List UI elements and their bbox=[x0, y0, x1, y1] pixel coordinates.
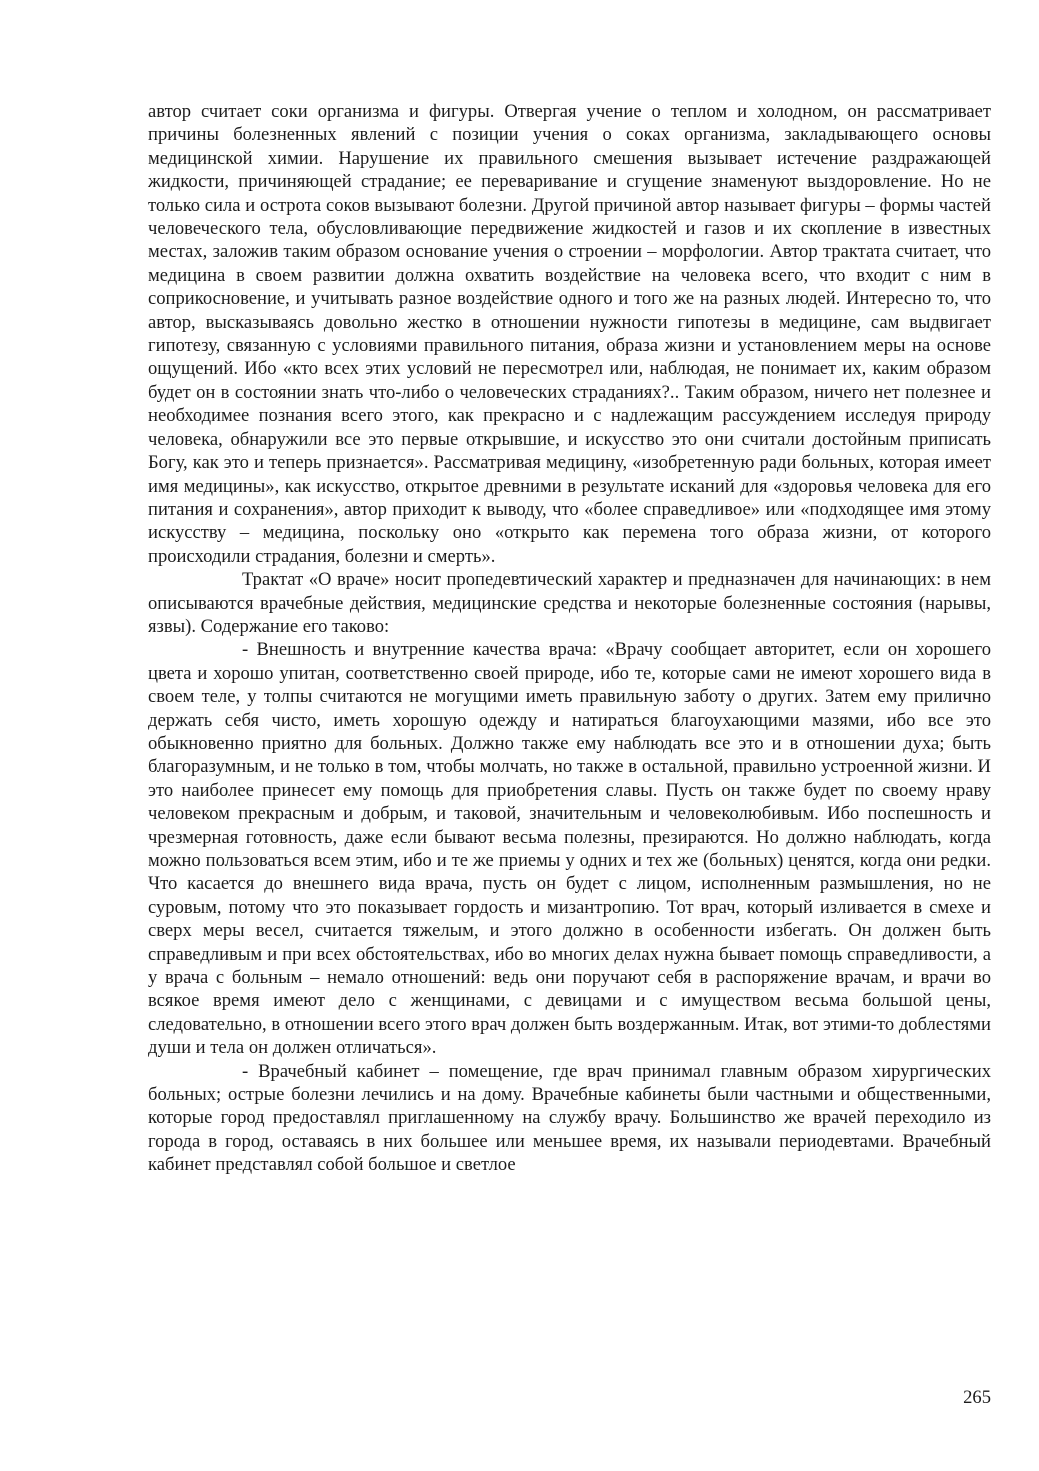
paragraph-humors: автор считает соки организма и фигуры. Отвергая учение о теплом и холодном, он рассматривает причины болезненных явлений с позиции учения о соках организма, закладывающего основы медицинской химии. Нарушение их правильного смешения вызывает истечение раздражающей жидкости, причиняющей страдание; ее переваривание и сгущение знаменуют выздоровление. Но не только сила и острота соков вызывают болезни. Другой причиной автор называет фигуры – формы частей человеческого тела, обусловливающие передвижение жидкостей и газов и их скопление в известных местах, заложив таким образом основание учения о строении – морфологии. Автор трактата считает, что медицина в своем развитии должна охватить воздействие на человека всего, что входит с ним в соприкосновение, и учитывать разное воздействие одного и того же на разных людей. Интересно то, что автор, высказываясь довольно жестко в отношении нужности гипотезы в медицине, сам выдвигает гипотезу, связанную с условиями правильного питания, образа жизни и установлением меры на основе ощущений. Ибо «кто всех этих условий не пересмотрел или, наблюдая, не понимает их, каким образом будет он в состоянии знать что-либо о человеческих страданиях?.. Таким образом, ничего нет полезнее и необходимее познания всего этого, как прекрасно и с надлежащим рассуждением исследуя природу человека, обнаружили все это первые открывшие, и искусство это они считали достойным приписать Богу, как это и теперь признается». Рассматривая медицину, «изобретенную ради больных, которая имеет имя медицины», как искусство, открытое древними в результате исканий для «здоровья человека для его питания и сохранения», автор приходит к выводу, что «более справедливое» или «подходящее имя этому искусству – медицина, поскольку оно «открыто как перемена того образа жизни, от которого происходили страдания, болезни и смерть». bbox=[148, 101, 991, 567]
paragraph-physician-qualities: - Внешность и внутренние качества врача: «Врачу сообщает авторитет, если он хорошего цвета и хорошо упитан, соответственно своей природе, ибо те, которые сами не имеют хорошего вида в своем теле, у толпы считаются не могущими иметь правильную заботу о других. Затем ему прилично держать себя чисто, иметь хорошую одежду и натираться благоухающими мазями, ибо все это обыкновенно приятно для больных. Должно также ему наблюдать все это и в отношении духа; быть благоразумным, и не только в том, чтобы молчать, но также в остальной, правильно устроенной жизни. И это наиболее принесет ему помощь для приобретения славы. Пусть он также будет по своему нраву человеком прекрасным и добрым, и таковой, значительным и человеколюбивым. Ибо поспешность и чрезмерная готовность, даже если бывают весьма полезны, презираются. Но должно наблюдать, когда можно пользоваться всем этим, ибо и те же приемы у одних и тех же (больных) ценятся, когда они редки. Что касается до внешнего вида врача, пусть он будет с лицом, исполненным размышления, но не суровым, потому что это показывает гордость и мизантропию. Тот врач, который изливается в смехе и сверх меры весел, считается тяжелым, и этого должно в особенности избегать. Он должен быть справедливым и при всех обстоятельствах, ибо во многих делах нужна бывает помощь справедливости, а у врача с больным – немало отношений: ведь они поручают себя в распоряжение врачам, и врачи во всякое время имеют дело с женщинами, с девицами и с имуществом весьма большой цены, следовательно, в отношении всего этого врач должен быть воздержанным. Итак, вот этими-то доблестями души и тела он должен отличаться». bbox=[148, 639, 991, 1059]
paragraph-treatise-on-physician: Трактат «О враче» носит пропедевтический характер и предназначен для начинающих: в нем описываются врачебные действия, медицинские средства и некоторые болезненные состояния (нарывы, язвы). Содержание его таково: bbox=[148, 569, 991, 637]
page-body bbox=[148, 100, 991, 1177]
paragraph-physician-office: - Врачебный кабинет – помещение, где врач принимал главным образом хирургических больных; острые болезни лечились и на дому. Врачебные кабинеты были частными и общественными, которые город предоставлял приглашенному на службу врачу. Большинство же врачей переходило из города в город, оставаясь в них большее или меньшее время, их называли периодевтами. Врачебный кабинет представлял собой большое и светлое bbox=[148, 1060, 991, 1176]
page-number: 265 bbox=[963, 1387, 991, 1408]
